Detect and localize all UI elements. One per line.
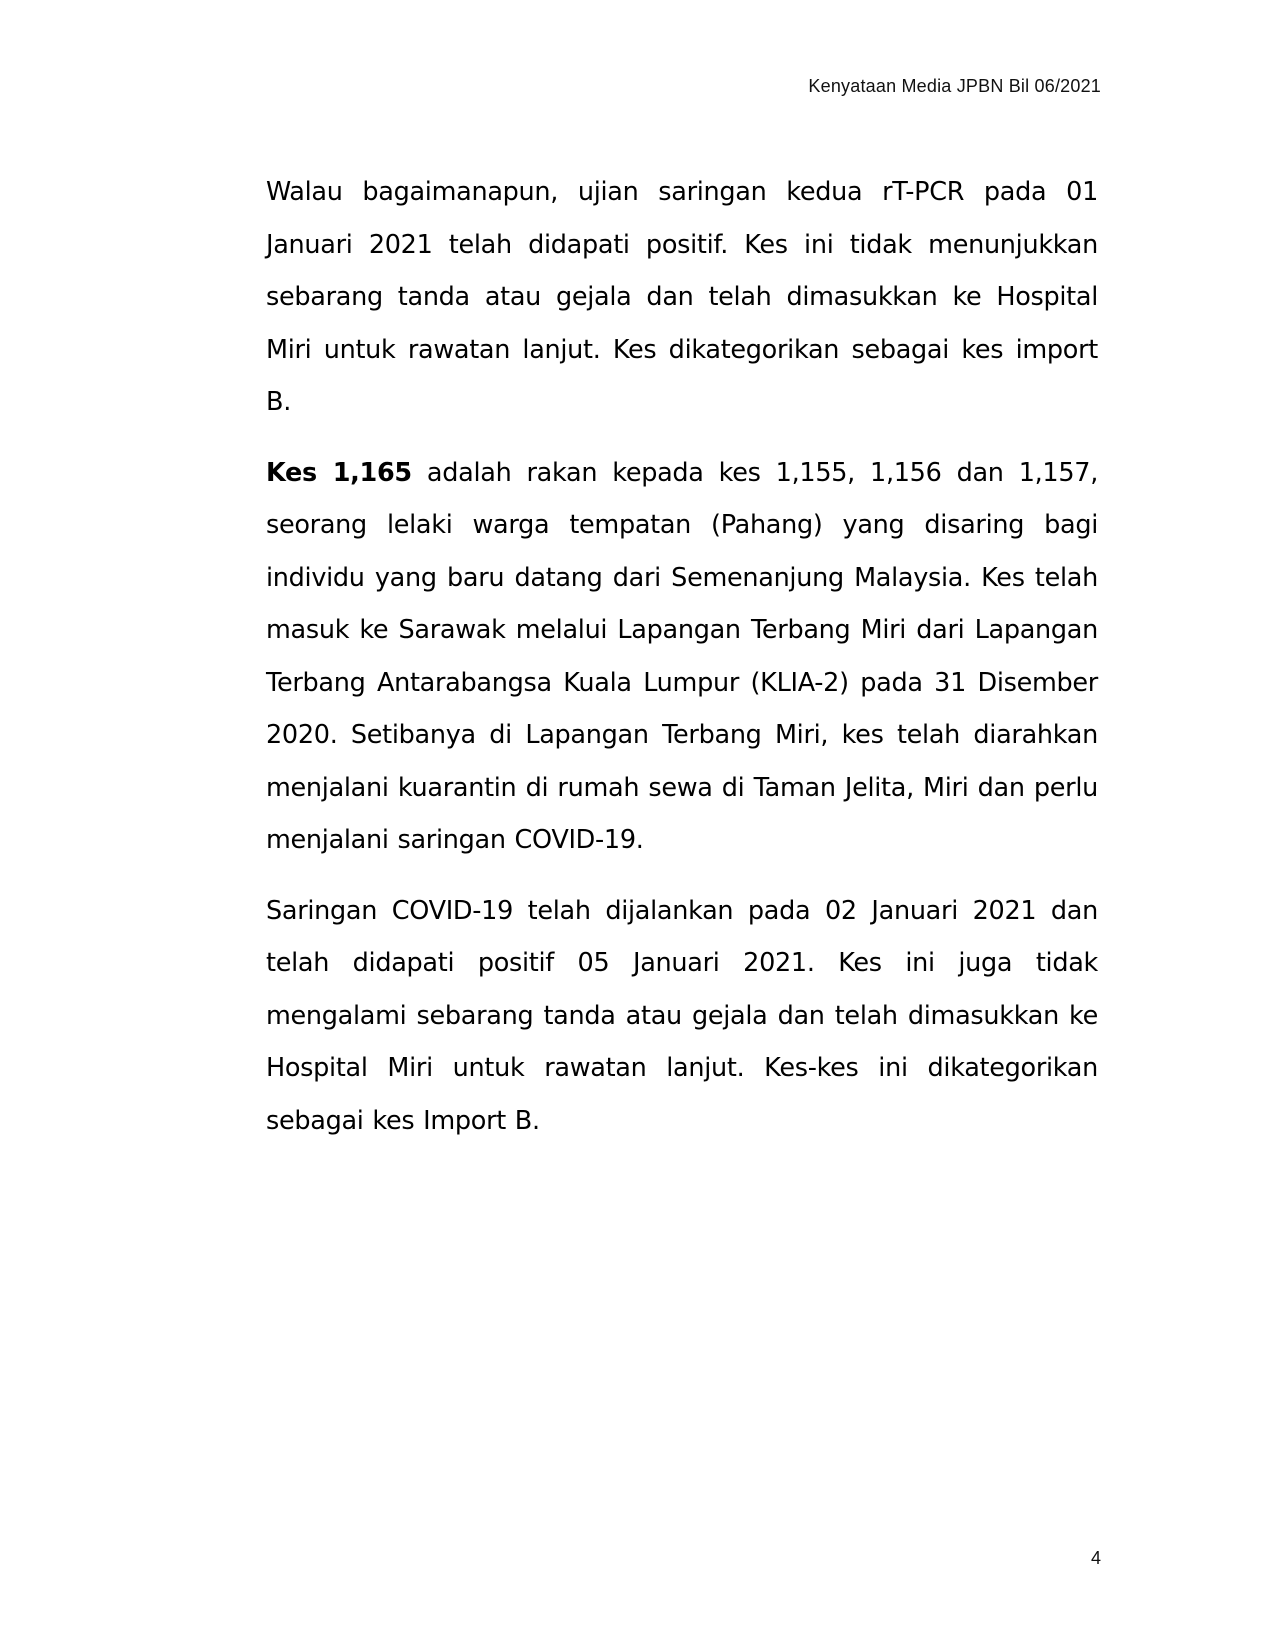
document-body [266,166,1098,1165]
case-number-bold: Kes 1,165 [266,457,412,488]
paragraph-3-text: Saringan COVID-19 telah dijalankan pada 02 Januari 2021 dan telah didapati positif 05 Januari 2021. Kes ini juga tidak mengalami sebarang tanda atau gejala dan telah dimasukkan ke Hospital Miri untuk rawatan lanjut. Kes-kes ini dikategorikan sebagai kes Import B. [266,895,1098,1136]
page-number: 4 [1090,1548,1101,1568]
paragraph-3 [266,885,1098,1148]
paragraph-2 [266,447,1098,867]
paragraph-1 [266,166,1098,429]
paragraph-2-text: adalah rakan kepada kes 1,155, 1,156 dan 1,157, seorang lelaki warga tempatan (Pahang) yang disaring bagi individu yang baru datang dari Semenanjung Malaysia. Kes telah masuk ke Sarawak melalui Lapangan Terbang Miri dari Lapangan Terbang Antarabangsa Kuala Lumpur (KLIA-2) pada 31 Disember 2020. Setibanya di Lapangan Terbang Miri, kes telah diarahkan menjalani kuarantin di rumah sewa di Taman Jelita, Miri dan perlu menjalani saringan COVID-19. [266,457,1099,855]
paragraph-1-text: Walau bagaimanapun, ujian saringan kedua rT-PCR pada 01 Januari 2021 telah didapati positif. Kes ini tidak menunjukkan sebarang tanda atau gejala dan telah dimasukkan ke Hospital Miri untuk rawatan lanjut. Kes dikategorikan sebagai kes import B. [266,177,1098,417]
page-header: Kenyataan Media JPBN Bil 06/2021 [808,76,1101,96]
